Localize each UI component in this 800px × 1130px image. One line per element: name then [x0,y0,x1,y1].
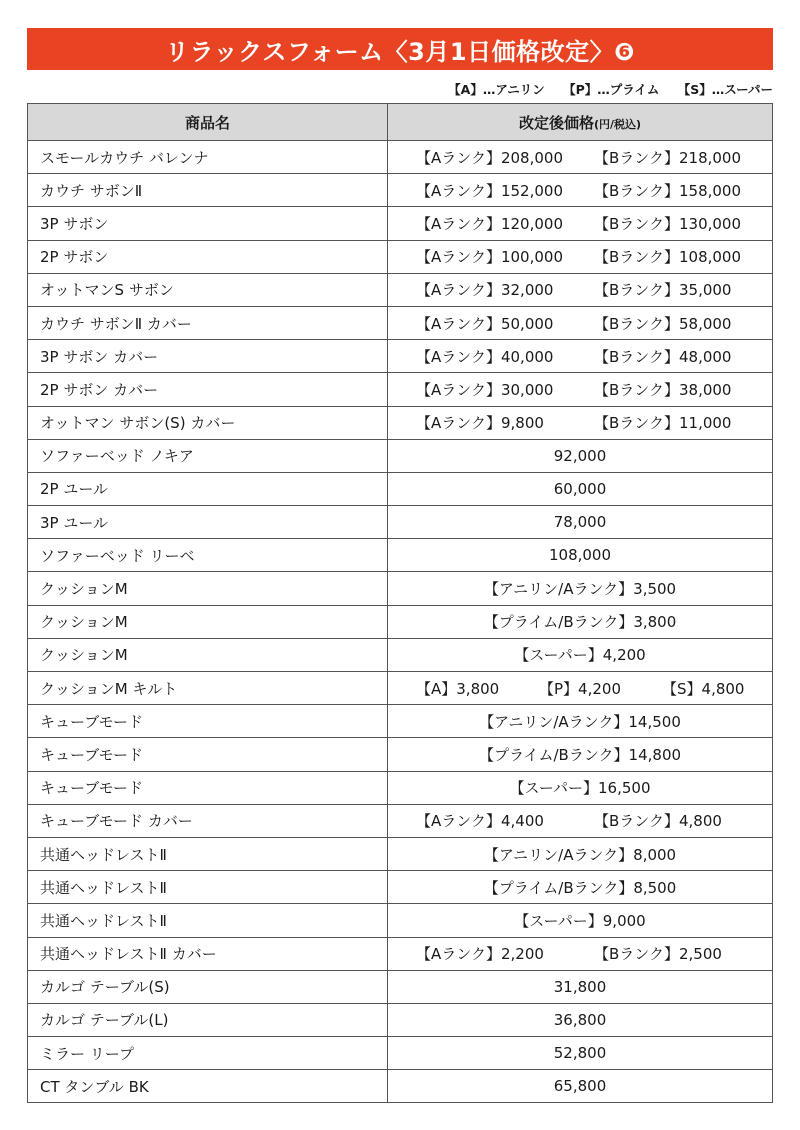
product-name: カルゴ テーブル(S) [28,970,388,1003]
product-price: 【アニリン/Aランク】3,500 [388,572,773,605]
header-price-label: 改定後価格 [518,113,594,132]
product-name: 共通ヘッドレストⅡ [28,904,388,937]
table-row [28,771,773,804]
price-value: 【Bランク】58,000 [594,314,732,333]
price-table [27,103,773,1103]
product-name: 3P ユール [28,506,388,539]
price-group [388,407,772,439]
legend-aniline: 【A】…アニリン [448,82,545,97]
table-row [28,506,773,539]
product-price: 92,000 [388,439,773,472]
product-price [388,373,773,406]
table-body [28,141,773,1103]
table-row [28,804,773,837]
product-name: ソファーベッド ノキア [28,439,388,472]
price-value: 【Bランク】35,000 [594,281,732,300]
header-price [388,104,773,141]
price-group [388,373,772,405]
product-name: オットマンS サボン [28,273,388,306]
product-price [388,141,773,174]
header-price-unit: (円/税込) [593,117,642,131]
product-name: ソファーベッド リーベ [28,539,388,572]
table-row [28,1003,773,1036]
product-name: キューブモード カバー [28,804,388,837]
table-row [28,141,773,174]
price-group [388,307,772,339]
product-price [388,406,773,439]
legend-super: 【S】…スーパー [677,82,773,97]
product-price: 【プライム/Bランク】14,800 [388,738,773,771]
product-price: 60,000 [388,472,773,505]
product-name: クッションM [28,605,388,638]
product-price [388,937,773,970]
product-name: 2P サボン [28,240,388,273]
price-value: 【P】4,200 [539,679,621,698]
rank-legend [434,80,773,98]
product-price [388,207,773,240]
product-price: 【スーパー】16,500 [388,771,773,804]
product-price [388,306,773,339]
product-name: 3P サボン [28,207,388,240]
product-price [388,273,773,306]
product-price: 【プライム/Bランク】3,800 [388,605,773,638]
product-name: クッションM [28,572,388,605]
product-name: ミラー リープ [28,1037,388,1070]
table-row [28,306,773,339]
price-value: 【Aランク】2,200 [416,945,544,964]
product-price [388,174,773,207]
table-row [28,373,773,406]
price-value: 【Aランク】120,000 [416,214,563,233]
product-price: 31,800 [388,970,773,1003]
product-name: クッションM [28,638,388,671]
price-group [388,141,772,173]
price-value: 【Bランク】38,000 [594,380,732,399]
product-price [388,240,773,273]
table-row [28,672,773,705]
product-price: 【アニリン/Aランク】8,000 [388,837,773,870]
product-name: 2P ユール [28,472,388,505]
product-price: 【プライム/Bランク】8,500 [388,871,773,904]
product-price: 【アニリン/Aランク】14,500 [388,705,773,738]
product-price: 【スーパー】9,000 [388,904,773,937]
page-title: リラックスフォーム〈3月1日価格改定〉❻ [27,28,773,70]
price-value: 【Bランク】11,000 [594,414,732,433]
table-row [28,937,773,970]
product-name: キューブモード [28,705,388,738]
product-name: カルゴ テーブル(L) [28,1003,388,1036]
price-value: 【Aランク】100,000 [416,248,563,267]
product-name: カウチ サボンⅡ カバー [28,306,388,339]
product-name: 共通ヘッドレストⅡ [28,871,388,904]
product-price [388,804,773,837]
price-value: 【Bランク】108,000 [594,248,742,267]
product-price: 78,000 [388,506,773,539]
table-row [28,439,773,472]
table-row [28,207,773,240]
table-row [28,837,773,870]
product-name: キューブモード [28,738,388,771]
product-name: スモールカウチ バレンナ [28,141,388,174]
product-name: 2P サボン カバー [28,373,388,406]
table-row [28,605,773,638]
price-group [388,672,772,704]
table-row [28,738,773,771]
product-price [388,672,773,705]
price-value: 【Bランク】4,800 [594,812,722,831]
legend-prime: 【P】…プライム [563,82,660,97]
price-value: 【Bランク】130,000 [594,214,742,233]
table-row [28,539,773,572]
price-value: 【Bランク】158,000 [594,181,742,200]
price-group [388,207,772,239]
price-group [388,340,772,372]
table-row [28,472,773,505]
table-row [28,1037,773,1070]
table-row [28,904,773,937]
product-price: 108,000 [388,539,773,572]
table-row [28,705,773,738]
table-row [28,406,773,439]
product-price [388,340,773,373]
product-price: 36,800 [388,1003,773,1036]
product-name: カウチ サボンⅡ [28,174,388,207]
price-value: 【Aランク】40,000 [416,347,554,366]
price-group [388,174,772,206]
table-row [28,638,773,671]
price-value: 【Aランク】208,000 [416,148,563,167]
table-row [28,174,773,207]
product-name: クッションM キルト [28,672,388,705]
price-value: 【Aランク】50,000 [416,314,554,333]
price-group [388,241,772,273]
price-group [388,805,772,837]
table-row [28,273,773,306]
product-name: CT タンブル BK [28,1070,388,1103]
table-row [28,1070,773,1103]
product-name: 3P サボン カバー [28,340,388,373]
product-price: 【スーパー】4,200 [388,638,773,671]
product-name: オットマン サボン(S) カバー [28,406,388,439]
price-value: 【Aランク】4,400 [416,812,544,831]
product-name: 共通ヘッドレストⅡ [28,837,388,870]
price-value: 【S】4,800 [662,679,745,698]
price-value: 【Aランク】30,000 [416,380,554,399]
product-name: 共通ヘッドレストⅡ カバー [28,937,388,970]
price-value: 【Bランク】48,000 [594,347,732,366]
table-header-row [28,104,773,141]
table-row [28,240,773,273]
price-value: 【Aランク】9,800 [416,414,544,433]
header-product-name: 商品名 [28,104,388,141]
price-value: 【Bランク】218,000 [594,148,742,167]
table-row [28,572,773,605]
product-price: 52,800 [388,1037,773,1070]
price-value: 【A】3,800 [416,679,500,698]
product-name: キューブモード [28,771,388,804]
table-row [28,871,773,904]
table-row [28,340,773,373]
price-value: 【Bランク】2,500 [594,945,722,964]
price-group [388,274,772,306]
table-row [28,970,773,1003]
price-value: 【Aランク】152,000 [416,181,563,200]
price-group [388,938,772,970]
price-value: 【Aランク】32,000 [416,281,554,300]
product-price: 65,800 [388,1070,773,1103]
